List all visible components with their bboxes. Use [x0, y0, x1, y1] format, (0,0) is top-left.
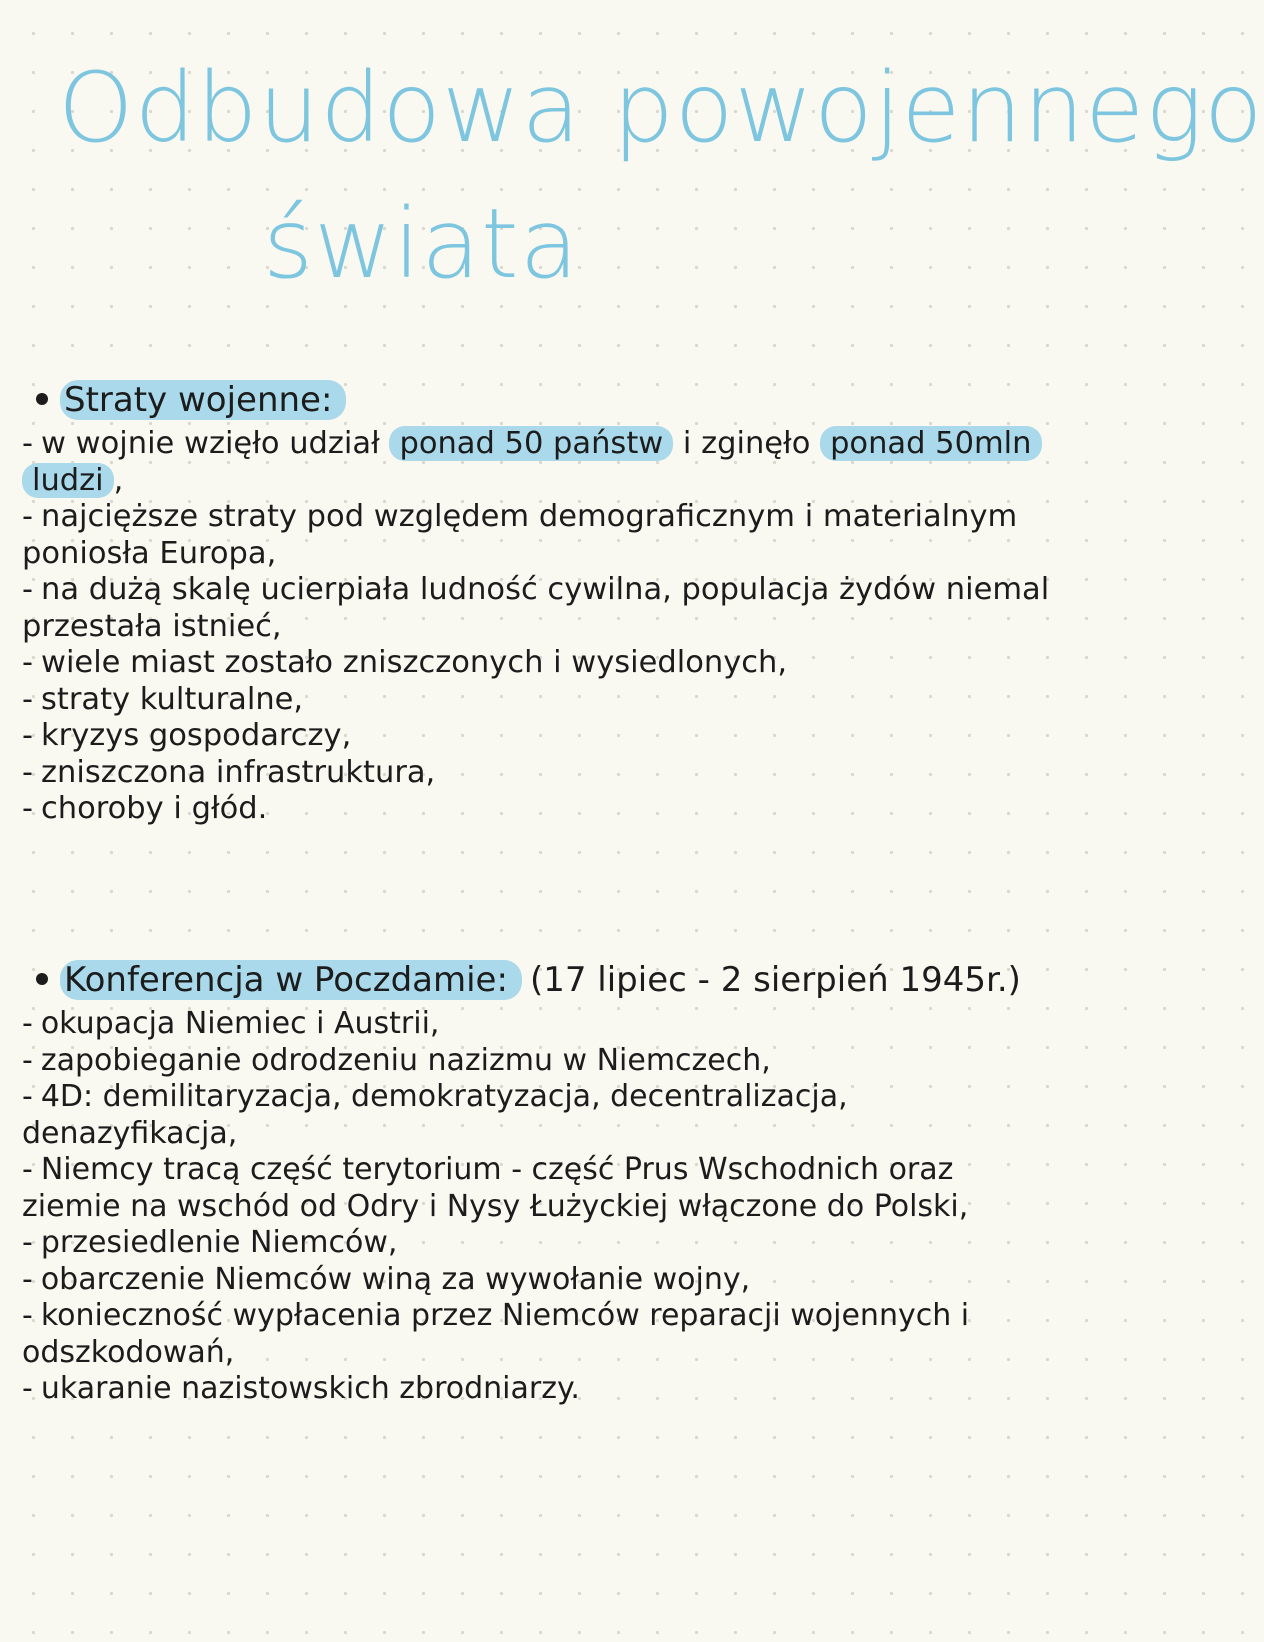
- dash-marker: -: [22, 754, 34, 790]
- page-title: [58, 40, 1264, 312]
- dash-marker: -: [22, 681, 34, 717]
- bullet-dot: [36, 973, 48, 985]
- list-item: [22, 1225, 1052, 1262]
- list-item: [22, 1006, 1052, 1043]
- list-item: [22, 499, 1052, 572]
- list-item: [22, 426, 1052, 499]
- section-heading-row: [22, 958, 1052, 1002]
- list-item: [22, 572, 1052, 645]
- dash-marker: -: [22, 791, 34, 826]
- list-item: [22, 791, 1052, 828]
- item-text: kryzys gospodarczy,: [41, 718, 352, 753]
- section-heading-dates: (17 lipiec - 2 sierpień 1945r.): [529, 960, 1021, 1000]
- section-potsdam-conference: [22, 958, 1052, 1408]
- item-text: Niemcy tracą część terytorium - część Prus Wschodnich oraz ziemie na wschód od Odry i Nysy Łużyckiej włączone do Polski,: [22, 1152, 969, 1224]
- bullet-dot: [36, 393, 48, 405]
- section-war-losses: [22, 378, 1052, 828]
- section-heading: Straty wojenne:: [60, 380, 346, 420]
- dash-marker: -: [22, 718, 34, 753]
- list-item: [22, 1079, 1052, 1152]
- item-text-after: ,: [113, 462, 124, 498]
- dash-marker: -: [22, 1225, 33, 1260]
- dash-marker: -: [22, 499, 34, 534]
- list-item: [22, 1262, 1052, 1299]
- item-text: ukaranie nazistowskich zbrodniarzy.: [40, 1371, 580, 1406]
- list-item: [22, 1043, 1052, 1080]
- item-text-middle: i zginęło: [673, 426, 821, 461]
- item-text-before: w wojnie wzięło udział: [41, 426, 390, 461]
- title-line-2: świata: [263, 188, 580, 300]
- dash-marker: -: [22, 1261, 33, 1297]
- dash-marker: -: [22, 1371, 33, 1406]
- dash-marker: -: [22, 572, 34, 607]
- war-losses-list: [22, 426, 1052, 828]
- list-item: [22, 1152, 1052, 1225]
- potsdam-list: [22, 1006, 1052, 1408]
- list-item: [22, 1371, 1052, 1408]
- dash-marker: -: [22, 1152, 33, 1187]
- title-line-1: Odbudowa powojennego: [58, 52, 1264, 164]
- list-item: [22, 755, 1052, 792]
- item-text: obarczenie Niemców winą za wywołanie wojny,: [40, 1261, 751, 1297]
- list-item: [22, 718, 1052, 755]
- item-text: okupacja Niemiec i Austrii,: [40, 1006, 440, 1041]
- item-text: 4D: demilitaryzacja, demokratyzacja, decentralizacja, denazyfikacja,: [22, 1079, 848, 1151]
- item-text: wiele miast zostało zniszczonych i wysiedlonych,: [41, 645, 788, 680]
- dash-marker: -: [22, 1042, 33, 1078]
- section-heading: Konferencja w Poczdamie:: [60, 960, 522, 1000]
- list-item: [22, 682, 1052, 719]
- list-item: [22, 645, 1052, 682]
- list-item: [22, 1298, 1052, 1371]
- dash-marker: -: [22, 1079, 33, 1114]
- item-text: konieczność wypłacenia przez Niemców reparacji wojennych i odszkodowań,: [22, 1298, 970, 1370]
- item-text: zniszczona infrastruktura,: [41, 754, 436, 790]
- item-text: na dużą skalę ucierpiała ludność cywilna, populacja żydów niemal przestała istnieć,: [22, 572, 1050, 644]
- highlighted-text: ponad 50mln ludzi: [22, 426, 1042, 498]
- section-heading-row: [22, 378, 1052, 422]
- item-text: zapobieganie odrodzeniu nazizmu w Niemczech,: [40, 1042, 771, 1078]
- dash-marker: -: [22, 1006, 33, 1041]
- highlighted-text: ponad 50 państw: [389, 426, 673, 461]
- dash-marker: -: [22, 1298, 33, 1333]
- item-text: choroby i głód.: [41, 791, 268, 826]
- item-text: najcięższe straty pod względem demograficznym i materialnym poniosła Europa,: [22, 499, 1018, 571]
- dash-marker: -: [22, 426, 34, 461]
- dash-marker: -: [22, 645, 34, 680]
- item-text: przesiedlenie Niemców,: [40, 1225, 398, 1260]
- item-text: straty kulturalne,: [41, 681, 304, 717]
